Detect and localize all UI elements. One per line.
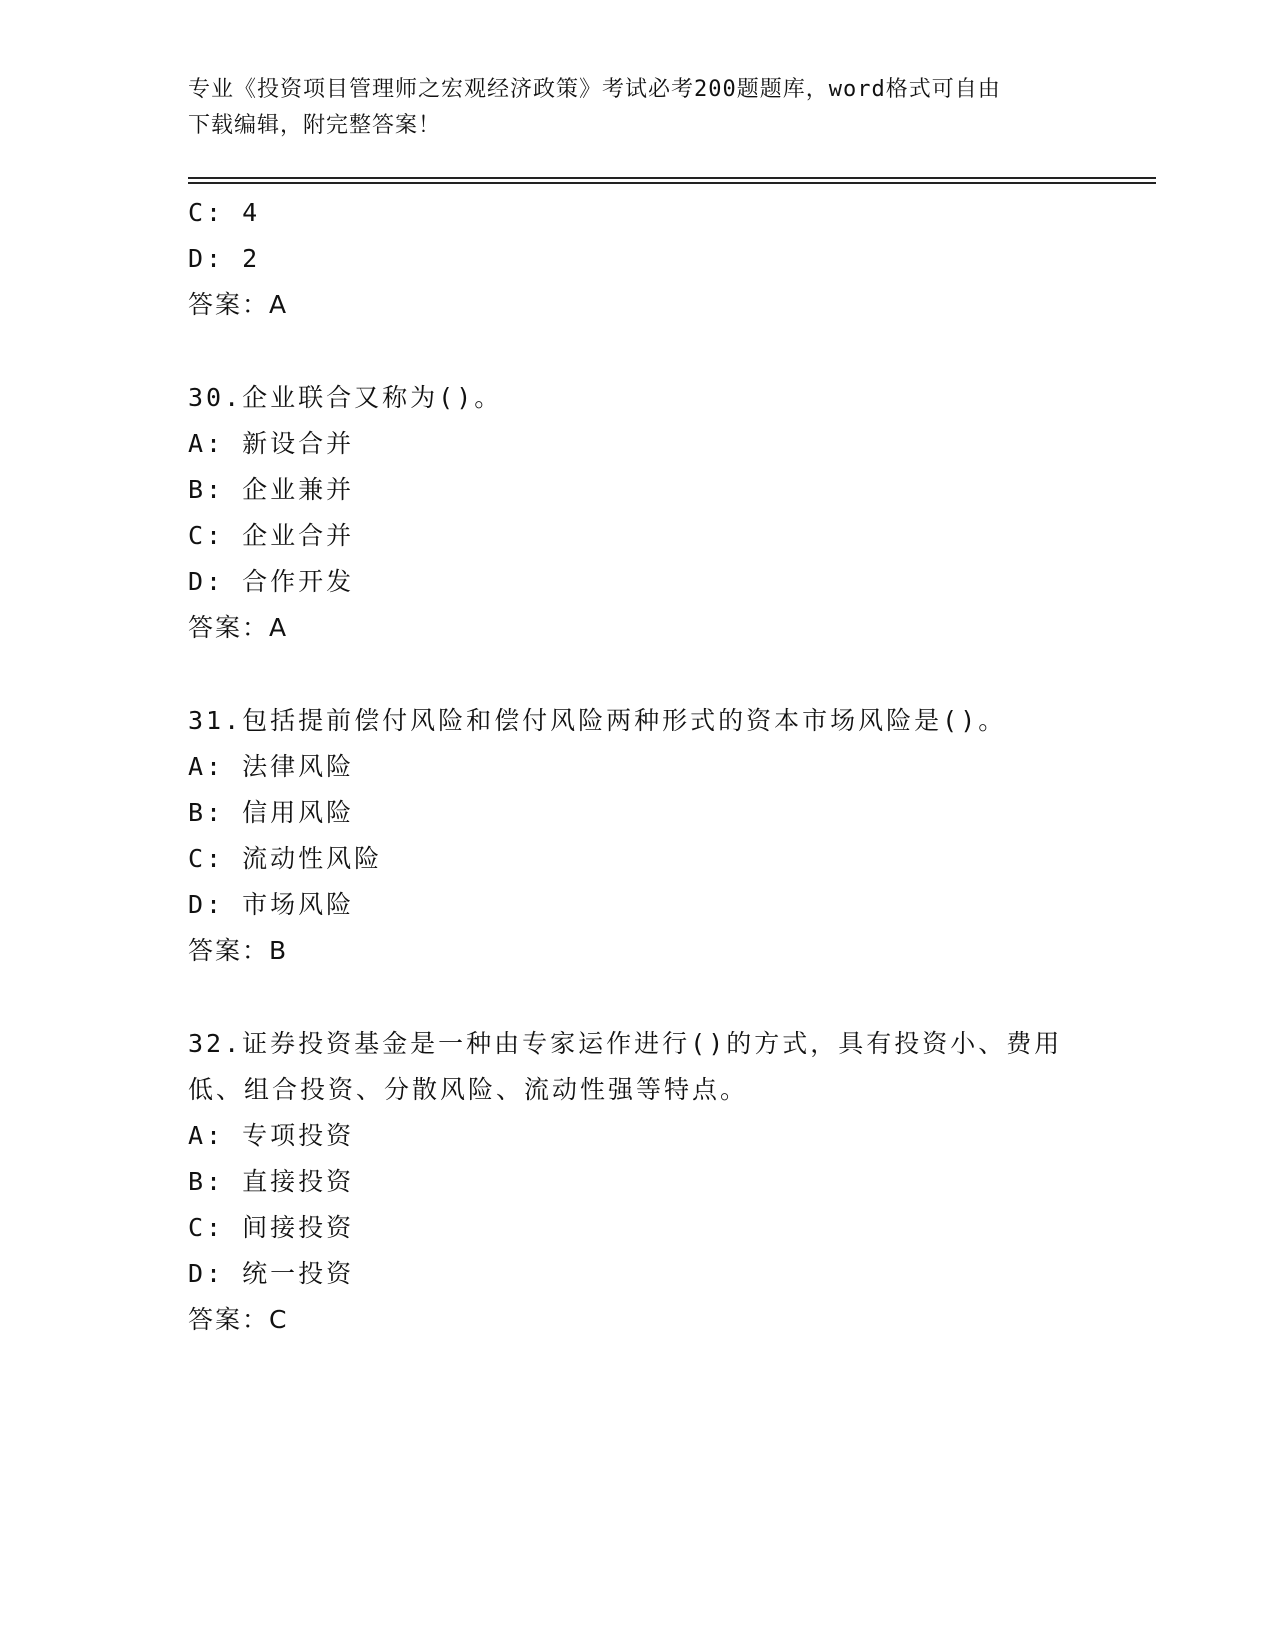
option-c: C: 4 (188, 198, 261, 227)
question-stem: 31.包括提前偿付风险和偿付风险两种形式的资本市场风险是()。 (188, 706, 1007, 735)
option-d: D: 市场风险 (188, 890, 355, 919)
document-header (188, 72, 1068, 144)
option-d: D: 2 (188, 244, 261, 273)
header-divider-bottom (188, 182, 1156, 184)
header-line-2: 下载编辑，附完整答案！ (188, 113, 442, 138)
question-block-prev (188, 190, 1118, 328)
question-stem-line-1: 32.证券投资基金是一种由专家运作进行()的方式，具有投资小、费用 (188, 1029, 1063, 1058)
option-b: B: 企业兼并 (188, 475, 355, 504)
option-b: B: 直接投资 (188, 1167, 355, 1196)
question-list (188, 190, 1118, 1343)
question-stem-line-2: 低、组合投资、分散风险、流动性强等特点。 (188, 1075, 749, 1104)
answer-line: 答案：B (188, 936, 289, 965)
header-divider-top (188, 177, 1156, 179)
header-line-1: 专业《投资项目管理师之宏观经济政策》考试必考200题题库，word格式可自由 (188, 77, 1001, 102)
option-c: C: 企业合并 (188, 521, 355, 550)
question-stem: 30.企业联合又称为()。 (188, 383, 503, 412)
question-block-30 (188, 375, 1118, 651)
question-block-32 (188, 1021, 1118, 1343)
question-block-31 (188, 698, 1118, 974)
spacer (188, 974, 1118, 1021)
option-d: D: 统一投资 (188, 1259, 355, 1288)
spacer (188, 328, 1118, 375)
spacer (188, 651, 1118, 698)
option-a: A: 专项投资 (188, 1121, 355, 1150)
option-d: D: 合作开发 (188, 567, 355, 596)
option-a: A: 新设合并 (188, 429, 355, 458)
answer-line: 答案：A (188, 613, 289, 642)
option-c: C: 间接投资 (188, 1213, 355, 1242)
answer-line: 答案：A (188, 290, 289, 319)
option-a: A: 法律风险 (188, 752, 355, 781)
option-b: B: 信用风险 (188, 798, 355, 827)
answer-line: 答案：C (188, 1305, 289, 1334)
option-c: C: 流动性风险 (188, 844, 383, 873)
